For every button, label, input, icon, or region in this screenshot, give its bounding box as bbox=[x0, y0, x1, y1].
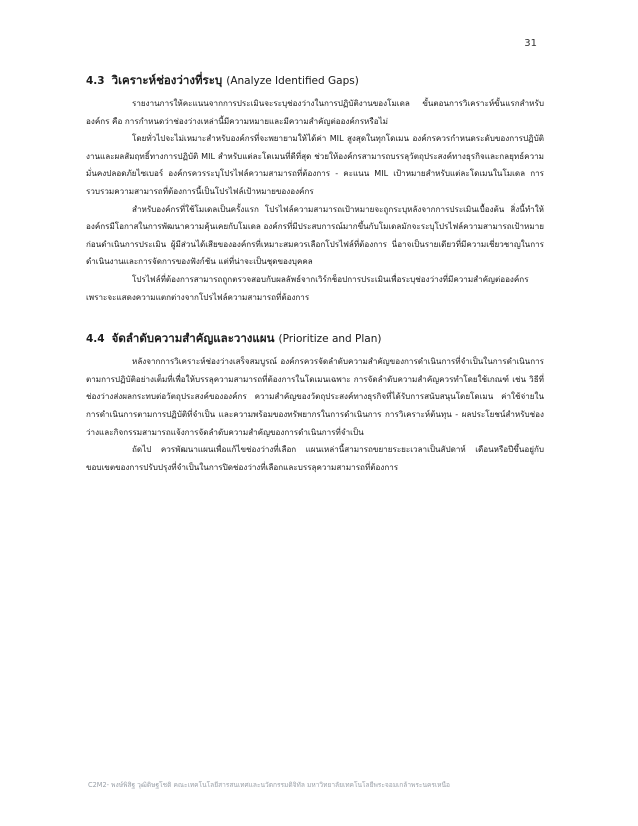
paragraph: รายงานการให้คะแนนจากการประเมินจะระบุช่องว่างในการปฏิบัติงานของโมเดล ขั้นตอนการวิเคราะห์ขั้นแรกสำหรับองค์กร คือ การกำหนดว่าช่องว่างเหล่านี้มีความหมายและมีความสำคัญต่อองค์กรหรือไม่ bbox=[86, 98, 544, 126]
section-heading bbox=[86, 72, 544, 90]
section-title-english: (Analyze Identified Gaps) bbox=[226, 75, 359, 87]
page-number: 31 bbox=[524, 38, 537, 49]
paragraph: หลังจากการวิเคราะห์ช่องว่างเสร็จสมบูรณ์ องค์กรควรจัดลำดับความสำคัญของการดำเนินการที่จำเป็นในการดำเนินการตามการปฏิบัติอย่างเต็มที่เพื่อให้บรรลุความสามารถที่ต้องการในโดเมนเฉพาะ การจัดลำดับความสำคัญควรทำโดยใช้เกณฑ์ เช่น วิธีที่ช่องว่างส่งผลกระทบต่อวัตถุประสงค์ขององค์กร ความสำคัญของวัตถุประสงค์ทางธุรกิจที่ได้รับการสนับสนุนโดยโดเมน ค่าใช้จ่ายในการดำเนินการตามการปฏิบัติที่จำเป็น และความพร้อมของทรัพยากรในการดำเนินการ การวิเคราะห์ต้นทุน - ผลประโยชน์สำหรับช่องว่างและกิจกรรมสามารถแจ้งการจัดลำดับความสำคัญของการดำเนินการที่จำเป็น bbox=[86, 356, 544, 437]
section-4-3 bbox=[86, 72, 544, 306]
section-4-4 bbox=[86, 330, 544, 476]
section-heading bbox=[86, 330, 544, 348]
section-title-thai: วิเคราะห์ช่องว่างที่ระบุ bbox=[111, 73, 223, 87]
paragraph: โดยทั่วไปจะไม่เหมาะสำหรับองค์กรที่จะพยายามให้ได้ค่า MIL สูงสุดในทุกโดเมน องค์กรควรกำหนดระดับของการปฏิบัติงานและผลสัมฤทธิ์ทางการปฏิบัติ MIL สำหรับแต่ละโดเมนที่ดีที่สุด ช่วยให้องค์กรสามารถบรรลุวัตถุประสงค์ทางธุรกิจและกลยุทธ์ความมั่นคงปลอดภัยไซเบอร์ องค์กรควรระบุโปรไฟล์ความสามารถที่ต้องการ - คะแนน MIL เป้าหมายสำหรับแต่ละโดเมนในโมเดล การรวบรวมความสามารถที่ต้องการนี้เป็นโปรไฟล์เป้าหมายขององค์กร bbox=[86, 133, 544, 196]
paragraph: สำหรับองค์กรที่ใช้โมเดลเป็นครั้งแรก โปรไฟล์ความสามารถเป้าหมายจะถูกระบุหลังจากการประเมินเบื้องต้น สิ่งนี้ทำให้องค์กรมีโอกาสในการพัฒนาความคุ้นเคยกับโมเดล องค์กรที่มีประสบการณ์มากขึ้นกับโมเดลมักจะระบุโปรไฟล์ความสามารถเป้าหมายก่อนดำเนินการประเมิน ผู้มีส่วนได้เสียขององค์กรที่เหมาะสมควรเลือกโปรไฟล์ที่ต้องการ นี่อาจเป็นรายเดียวที่มีความเชี่ยวชาญในการดำเนินงานและการจัดการของฟังก์ชัน แต่ที่น่าจะเป็นชุดของบุคคล bbox=[86, 203, 544, 267]
section-spacer bbox=[86, 306, 544, 330]
section-title-english: (Prioritize and Plan) bbox=[278, 333, 382, 346]
section-number: 4.3 bbox=[86, 75, 105, 87]
paragraph: โปรไฟล์ที่ต้องการสามารถถูกตรวจสอบกับผลลัพธ์จากเวิร์กช็อปการประเมินเพื่อระบุช่องว่างที่มีความสำคัญต่อองค์กรเพราะจะแสดงความแตกต่างจากโปรไฟล์ความสามารถที่ต้องการ bbox=[86, 273, 529, 302]
paragraph: ถัดไป ควรพัฒนาแผนเพื่อแก้ไขช่องว่างที่เลือก แผนเหล่านี้สามารถขยายระยะเวลาเป็นสัปดาห์ เดือนหรือปีขึ้นอยู่กับขอบเขตของการปรับปรุงที่จำเป็นในการปิดช่องว่างที่เลือกและบรรลุความสามารถที่ต้องการ bbox=[86, 444, 544, 472]
page-footer: C2M2- พงษ์พิสิฐ วุฒิดิษฐโชติ คณะเทคโนโลยีสารสนเทศและนวัตกรรมดิจิทัล มหาวิทยาลัยเทคโนโลยีพระจอมเกล้าพระนครเหนือ bbox=[88, 781, 450, 789]
section-title-thai: จัดลำดับความสำคัญและวางแผน bbox=[111, 331, 275, 346]
document-body bbox=[86, 72, 544, 476]
section-number: 4.4 bbox=[86, 333, 105, 346]
